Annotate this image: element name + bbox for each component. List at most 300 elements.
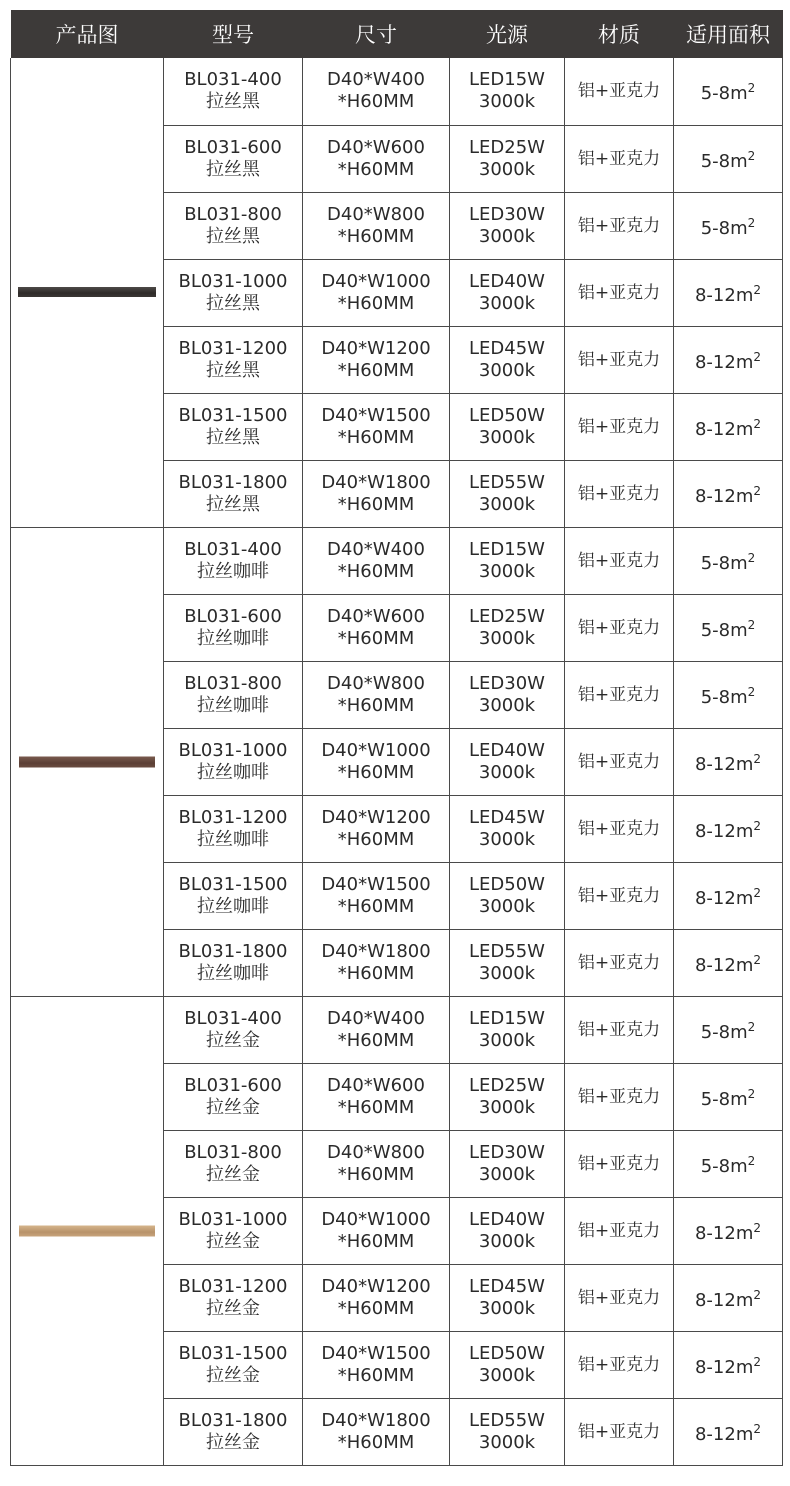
light-source-cell — [450, 460, 565, 527]
material-cell — [565, 1130, 674, 1197]
header-area: 适用面积 — [674, 10, 783, 58]
area-text: 8-12m — [694, 954, 754, 976]
area-text: 8-12m — [694, 820, 754, 842]
material-cell — [565, 929, 674, 996]
model-number: BL031-1800 — [178, 471, 288, 493]
table-body — [11, 58, 783, 1465]
color-temperature: 3000k — [478, 91, 536, 113]
model-number: BL031-1000 — [178, 270, 288, 292]
led-wattage: LED55W — [469, 1409, 545, 1431]
color-temperature: 3000k — [478, 1431, 536, 1453]
model-number: BL031-400 — [184, 69, 282, 91]
size-depth-width: D40*W800 — [327, 203, 425, 225]
area-cell — [674, 862, 783, 929]
size-depth-width: D40*W400 — [327, 69, 425, 91]
model-number: BL031-1500 — [178, 1342, 288, 1364]
light-source-cell — [450, 929, 565, 996]
size-height: *H60MM — [337, 1297, 415, 1319]
color-temperature: 3000k — [478, 1029, 536, 1051]
model-number: BL031-1800 — [178, 1409, 288, 1431]
light-source-cell — [450, 996, 565, 1063]
material-text: 铝+亚克力 — [577, 550, 661, 571]
model-cell — [164, 795, 303, 862]
material-text: 铝+亚克力 — [577, 81, 661, 102]
size-depth-width: D40*W400 — [327, 1007, 425, 1029]
area-superscript: 2 — [753, 1220, 762, 1235]
light-source-cell — [450, 259, 565, 326]
led-wattage: LED50W — [469, 873, 545, 895]
material-cell — [565, 862, 674, 929]
size-depth-width: D40*W600 — [327, 1074, 425, 1096]
size-depth-width: D40*W400 — [327, 538, 425, 560]
model-cell — [164, 125, 303, 192]
area-cell — [674, 795, 783, 862]
finish-name: 拉丝黑 — [206, 225, 260, 247]
area-text: 5-8m — [700, 83, 748, 105]
model-cell — [164, 192, 303, 259]
material-cell — [565, 125, 674, 192]
led-wattage: LED45W — [469, 806, 545, 828]
area-cell — [674, 1063, 783, 1130]
material-cell — [565, 527, 674, 594]
size-cell — [303, 996, 450, 1063]
color-temperature: 3000k — [478, 1230, 536, 1252]
model-cell — [164, 1331, 303, 1398]
area-text: 5-8m — [700, 619, 748, 641]
light-source-cell — [450, 1197, 565, 1264]
area-text: 8-12m — [694, 1289, 754, 1311]
material-cell — [565, 1197, 674, 1264]
led-wattage: LED15W — [469, 69, 545, 91]
area-cell — [674, 527, 783, 594]
area-superscript: 2 — [747, 1086, 756, 1101]
finish-name: 拉丝金 — [206, 1163, 260, 1185]
finish-name: 拉丝黑 — [206, 292, 260, 314]
color-temperature: 3000k — [478, 292, 536, 314]
model-number: BL031-1500 — [178, 873, 288, 895]
area-cell — [674, 929, 783, 996]
color-temperature: 3000k — [478, 962, 536, 984]
model-cell — [164, 1398, 303, 1465]
header-size: 尺寸 — [303, 10, 450, 58]
material-text: 铝+亚克力 — [577, 1220, 661, 1241]
size-height: *H60MM — [337, 560, 415, 582]
finish-name: 拉丝黑 — [206, 91, 260, 113]
finish-name: 拉丝咖啡 — [197, 895, 269, 917]
material-text: 铝+亚克力 — [577, 1354, 661, 1375]
area-text: 5-8m — [700, 686, 748, 708]
area-superscript: 2 — [753, 952, 762, 967]
material-cell — [565, 1331, 674, 1398]
area-cell — [674, 326, 783, 393]
area-superscript: 2 — [753, 416, 762, 431]
material-cell — [565, 58, 674, 125]
led-wattage: LED15W — [469, 1007, 545, 1029]
size-height: *H60MM — [337, 225, 415, 247]
color-temperature: 3000k — [478, 158, 536, 180]
header-material: 材质 — [565, 10, 674, 58]
area-cell — [674, 661, 783, 728]
model-cell — [164, 527, 303, 594]
model-number: BL031-600 — [184, 1074, 282, 1096]
material-cell — [565, 996, 674, 1063]
color-temperature: 3000k — [478, 761, 536, 783]
area-cell — [674, 996, 783, 1063]
material-text: 铝+亚克力 — [577, 751, 661, 772]
model-number: BL031-1200 — [178, 337, 288, 359]
finish-name: 拉丝咖啡 — [197, 828, 269, 850]
finish-name: 拉丝咖啡 — [197, 694, 269, 716]
led-wattage: LED30W — [469, 1141, 545, 1163]
light-source-cell — [450, 594, 565, 661]
model-cell — [164, 862, 303, 929]
material-text: 铝+亚克力 — [577, 1086, 661, 1107]
color-temperature: 3000k — [478, 627, 536, 649]
header-product-image: 产品图 — [11, 10, 164, 58]
area-superscript: 2 — [753, 1354, 762, 1369]
model-cell — [164, 728, 303, 795]
model-number: BL031-800 — [184, 672, 282, 694]
size-cell — [303, 1130, 450, 1197]
finish-name: 拉丝黑 — [206, 359, 260, 381]
size-depth-width: D40*W800 — [327, 672, 425, 694]
material-cell — [565, 393, 674, 460]
model-cell — [164, 1264, 303, 1331]
light-source-cell — [450, 1398, 565, 1465]
led-wattage: LED25W — [469, 605, 545, 627]
material-text: 铝+亚克力 — [577, 617, 661, 638]
finish-name: 拉丝金 — [206, 1297, 260, 1319]
light-source-cell — [450, 862, 565, 929]
area-text: 8-12m — [694, 887, 754, 909]
size-depth-width: D40*W1000 — [321, 1208, 431, 1230]
model-cell — [164, 259, 303, 326]
area-cell — [674, 58, 783, 125]
size-height: *H60MM — [337, 426, 415, 448]
area-text: 5-8m — [700, 552, 748, 574]
product-image-cell — [11, 58, 164, 527]
light-source-cell — [450, 1063, 565, 1130]
model-cell — [164, 996, 303, 1063]
size-height: *H60MM — [337, 962, 415, 984]
material-text: 铝+亚克力 — [577, 215, 661, 236]
material-text: 铝+亚克力 — [577, 349, 661, 370]
led-wattage: LED50W — [469, 404, 545, 426]
material-text: 铝+亚克力 — [577, 952, 661, 973]
model-number: BL031-600 — [184, 605, 282, 627]
area-cell — [674, 728, 783, 795]
finish-name: 拉丝咖啡 — [197, 761, 269, 783]
size-depth-width: D40*W1200 — [321, 1275, 431, 1297]
finish-name: 拉丝黑 — [206, 158, 260, 180]
size-depth-width: D40*W1000 — [321, 739, 431, 761]
size-depth-width: D40*W1500 — [321, 873, 431, 895]
light-source-cell — [450, 125, 565, 192]
color-temperature: 3000k — [478, 1163, 536, 1185]
light-source-cell — [450, 728, 565, 795]
color-temperature: 3000k — [478, 1364, 536, 1386]
area-cell — [674, 594, 783, 661]
size-height: *H60MM — [337, 1163, 415, 1185]
area-superscript: 2 — [753, 1287, 762, 1302]
finish-name: 拉丝金 — [206, 1431, 260, 1453]
size-depth-width: D40*W1800 — [321, 940, 431, 962]
size-depth-width: D40*W800 — [327, 1141, 425, 1163]
light-source-cell — [450, 1331, 565, 1398]
material-cell — [565, 192, 674, 259]
area-cell — [674, 125, 783, 192]
spec-table-container — [10, 10, 782, 1466]
material-text: 铝+亚克力 — [577, 1153, 661, 1174]
size-depth-width: D40*W1800 — [321, 471, 431, 493]
area-cell — [674, 1331, 783, 1398]
size-cell — [303, 728, 450, 795]
light-source-cell — [450, 393, 565, 460]
model-number: BL031-600 — [184, 136, 282, 158]
material-cell — [565, 1264, 674, 1331]
finish-name: 拉丝咖啡 — [197, 962, 269, 984]
area-superscript: 2 — [747, 148, 756, 163]
model-number: BL031-800 — [184, 203, 282, 225]
finish-name: 拉丝金 — [206, 1029, 260, 1051]
area-text: 8-12m — [694, 1222, 754, 1244]
material-text: 铝+亚克力 — [577, 1421, 661, 1442]
light-source-cell — [450, 661, 565, 728]
size-depth-width: D40*W1200 — [321, 806, 431, 828]
size-height: *H60MM — [337, 359, 415, 381]
color-temperature: 3000k — [478, 359, 536, 381]
area-superscript: 2 — [747, 684, 756, 699]
model-cell — [164, 594, 303, 661]
size-depth-width: D40*W1500 — [321, 1342, 431, 1364]
product-image-cell — [11, 996, 164, 1465]
area-superscript: 2 — [747, 1153, 756, 1168]
area-superscript: 2 — [753, 751, 762, 766]
size-cell — [303, 594, 450, 661]
material-text: 铝+亚克力 — [577, 684, 661, 705]
area-cell — [674, 192, 783, 259]
material-cell — [565, 1398, 674, 1465]
model-number: BL031-400 — [184, 1007, 282, 1029]
material-cell — [565, 326, 674, 393]
size-cell — [303, 259, 450, 326]
spec-table — [10, 10, 783, 1466]
color-temperature: 3000k — [478, 895, 536, 917]
table-header — [11, 10, 783, 58]
size-cell — [303, 460, 450, 527]
size-cell — [303, 1331, 450, 1398]
model-cell — [164, 1197, 303, 1264]
model-cell — [164, 326, 303, 393]
material-text: 铝+亚克力 — [577, 1287, 661, 1308]
color-temperature: 3000k — [478, 560, 536, 582]
model-number: BL031-400 — [184, 538, 282, 560]
model-number: BL031-1200 — [178, 1275, 288, 1297]
area-text: 8-12m — [694, 753, 754, 775]
led-wattage: LED30W — [469, 203, 545, 225]
area-superscript: 2 — [747, 81, 756, 96]
size-height: *H60MM — [337, 158, 415, 180]
light-source-cell — [450, 326, 565, 393]
finish-name: 拉丝金 — [206, 1364, 260, 1386]
material-text: 铝+亚克力 — [577, 818, 661, 839]
table-row — [11, 58, 783, 125]
area-text: 5-8m — [700, 1155, 748, 1177]
led-wattage: LED25W — [469, 1074, 545, 1096]
table-row — [11, 527, 783, 594]
color-temperature: 3000k — [478, 426, 536, 448]
model-cell — [164, 393, 303, 460]
area-text: 8-12m — [694, 1356, 754, 1378]
finish-name: 拉丝金 — [206, 1230, 260, 1252]
led-wattage: LED40W — [469, 1208, 545, 1230]
area-superscript: 2 — [747, 617, 756, 632]
area-text: 8-12m — [694, 1423, 754, 1445]
model-cell — [164, 1063, 303, 1130]
material-text: 铝+亚克力 — [577, 282, 661, 303]
color-temperature: 3000k — [478, 225, 536, 247]
size-height: *H60MM — [337, 91, 415, 113]
led-wattage: LED25W — [469, 136, 545, 158]
header-light-source: 光源 — [450, 10, 565, 58]
area-cell — [674, 1197, 783, 1264]
light-source-cell — [450, 1264, 565, 1331]
light-source-cell — [450, 795, 565, 862]
size-depth-width: D40*W600 — [327, 136, 425, 158]
light-source-cell — [450, 58, 565, 125]
area-cell — [674, 1130, 783, 1197]
size-depth-width: D40*W1200 — [321, 337, 431, 359]
led-wattage: LED30W — [469, 672, 545, 694]
size-cell — [303, 192, 450, 259]
model-cell — [164, 1130, 303, 1197]
product-image-linear-lamp — [19, 1225, 155, 1236]
model-number: BL031-800 — [184, 1141, 282, 1163]
size-cell — [303, 661, 450, 728]
size-depth-width: D40*W1000 — [321, 270, 431, 292]
size-height: *H60MM — [337, 828, 415, 850]
material-cell — [565, 460, 674, 527]
area-text: 8-12m — [694, 284, 754, 306]
product-image-cell — [11, 527, 164, 996]
material-cell — [565, 795, 674, 862]
model-number: BL031-1000 — [178, 739, 288, 761]
size-depth-width: D40*W1500 — [321, 404, 431, 426]
light-source-cell — [450, 1130, 565, 1197]
size-cell — [303, 862, 450, 929]
area-cell — [674, 259, 783, 326]
area-superscript: 2 — [753, 282, 762, 297]
area-superscript: 2 — [753, 1421, 762, 1436]
size-cell — [303, 1264, 450, 1331]
area-text: 8-12m — [694, 351, 754, 373]
area-text: 5-8m — [700, 217, 748, 239]
product-image-linear-lamp — [19, 756, 155, 767]
size-cell — [303, 393, 450, 460]
size-cell — [303, 1197, 450, 1264]
area-text: 5-8m — [700, 1021, 748, 1043]
size-height: *H60MM — [337, 1431, 415, 1453]
size-height: *H60MM — [337, 895, 415, 917]
finish-name: 拉丝金 — [206, 1096, 260, 1118]
material-text: 铝+亚克力 — [577, 1019, 661, 1040]
area-cell — [674, 393, 783, 460]
color-temperature: 3000k — [478, 1297, 536, 1319]
finish-name: 拉丝黑 — [206, 426, 260, 448]
size-cell — [303, 527, 450, 594]
material-text: 铝+亚克力 — [577, 416, 661, 437]
model-number: BL031-1800 — [178, 940, 288, 962]
product-image-linear-lamp — [18, 287, 156, 297]
led-wattage: LED40W — [469, 270, 545, 292]
color-temperature: 3000k — [478, 1096, 536, 1118]
material-cell — [565, 594, 674, 661]
size-height: *H60MM — [337, 1364, 415, 1386]
model-number: BL031-1500 — [178, 404, 288, 426]
size-cell — [303, 795, 450, 862]
size-cell — [303, 326, 450, 393]
area-superscript: 2 — [753, 885, 762, 900]
size-cell — [303, 1063, 450, 1130]
area-text: 5-8m — [700, 150, 748, 172]
area-cell — [674, 460, 783, 527]
area-text: 8-12m — [694, 418, 754, 440]
size-height: *H60MM — [337, 292, 415, 314]
area-cell — [674, 1398, 783, 1465]
finish-name: 拉丝咖啡 — [197, 627, 269, 649]
light-source-cell — [450, 527, 565, 594]
led-wattage: LED40W — [469, 739, 545, 761]
header-row — [11, 10, 783, 58]
finish-name: 拉丝黑 — [206, 493, 260, 515]
material-cell — [565, 1063, 674, 1130]
color-temperature: 3000k — [478, 694, 536, 716]
model-cell — [164, 460, 303, 527]
area-superscript: 2 — [753, 818, 762, 833]
model-cell — [164, 929, 303, 996]
color-temperature: 3000k — [478, 493, 536, 515]
led-wattage: LED45W — [469, 337, 545, 359]
table-row — [11, 996, 783, 1063]
finish-name: 拉丝咖啡 — [197, 560, 269, 582]
led-wattage: LED55W — [469, 471, 545, 493]
area-text: 5-8m — [700, 1088, 748, 1110]
size-depth-width: D40*W600 — [327, 605, 425, 627]
led-wattage: LED45W — [469, 1275, 545, 1297]
led-wattage: LED50W — [469, 1342, 545, 1364]
material-text: 铝+亚克力 — [577, 148, 661, 169]
material-text: 铝+亚克力 — [577, 885, 661, 906]
area-superscript: 2 — [747, 550, 756, 565]
area-text: 8-12m — [694, 485, 754, 507]
size-depth-width: D40*W1800 — [321, 1409, 431, 1431]
material-cell — [565, 728, 674, 795]
header-model: 型号 — [164, 10, 303, 58]
material-text: 铝+亚克力 — [577, 483, 661, 504]
area-superscript: 2 — [753, 483, 762, 498]
size-height: *H60MM — [337, 1096, 415, 1118]
led-wattage: LED15W — [469, 538, 545, 560]
area-cell — [674, 1264, 783, 1331]
area-superscript: 2 — [747, 215, 756, 230]
size-cell — [303, 125, 450, 192]
size-height: *H60MM — [337, 493, 415, 515]
area-superscript: 2 — [747, 1019, 756, 1034]
size-height: *H60MM — [337, 694, 415, 716]
light-source-cell — [450, 192, 565, 259]
model-number: BL031-1200 — [178, 806, 288, 828]
material-cell — [565, 259, 674, 326]
